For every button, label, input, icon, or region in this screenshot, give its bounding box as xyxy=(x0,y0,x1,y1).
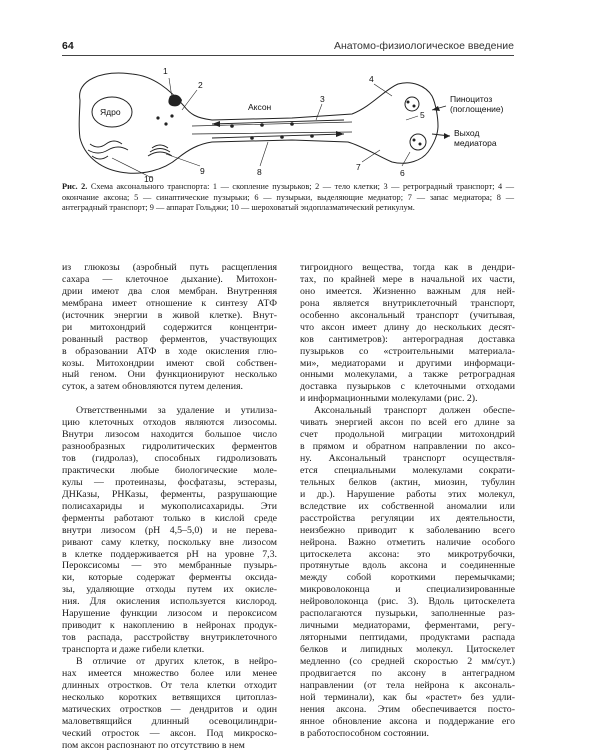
text-line: козы. Митохондрии имеют свой собствен- xyxy=(62,358,277,370)
text-line: сахара — клеточное дыхание). Митохон- xyxy=(62,274,277,286)
callout-2: 2 xyxy=(198,80,203,90)
text-line: кулы — протеиназы, фосфатазы, эстеразы, xyxy=(62,477,277,489)
text-line: в прямом и обратном направлении по аксо- xyxy=(300,441,515,453)
text-line: протянутые вдоль аксона и соединенные xyxy=(300,560,515,572)
callout-7: 7 xyxy=(356,162,361,172)
callout-8: 8 xyxy=(257,167,262,177)
text-line: онными молекулами, а также ретроградная xyxy=(300,369,515,381)
text-line: чивать энергией аксон по всей его длине за xyxy=(300,417,515,429)
text-line: что аксон имеет длину до нескольких десят- xyxy=(300,322,515,334)
text-line: неизбежно приводит к заболеванию всего xyxy=(300,525,515,537)
running-title: Анатомо-физиологическое введение xyxy=(334,40,514,52)
label-release-sub: медиатора xyxy=(454,138,497,148)
text-line: ривают саму клетку, поскольку вне лизосом xyxy=(62,537,277,549)
text-line: транспорта и даже гибели клетки. xyxy=(62,644,277,656)
caption-line: Схема аксонального транспорта: 1 — скопление пузырьков; 2 — тело клетки; 3 — ретроградный xyxy=(91,182,453,191)
synaptic-bouton-upper xyxy=(405,97,419,111)
callout-4: 4 xyxy=(369,74,374,84)
cell-body xyxy=(79,73,438,173)
text-line: Аксональный транспорт должен обеспе- xyxy=(300,405,515,417)
text-line: ется специальными молекулами сократи- xyxy=(300,465,515,477)
rough-er xyxy=(88,141,128,159)
left-column xyxy=(62,262,277,751)
text-line: ри митохондрий содержится концентри- xyxy=(62,322,277,334)
anterograde-arrow xyxy=(212,134,344,138)
text-line: счет продольной миграции митохондрий xyxy=(300,429,515,441)
callout-9: 9 xyxy=(200,166,205,176)
text-line: нах имеется множество более или менее xyxy=(62,668,277,680)
text-line: мембрана имеет отношение к синтезу АТФ xyxy=(62,298,277,310)
label-pinocytosis-sub: (поглощение) xyxy=(450,104,504,114)
text-line: в клетке поддерживается рН на уровне 7,3. xyxy=(62,549,277,561)
text-line: янное обновление аксона и поддержание его xyxy=(300,716,515,728)
text-line: ферменты работают только в кислой среде xyxy=(62,513,277,525)
text-line: в работоспособном состоянии. xyxy=(300,728,515,740)
text-line: тов распада, расстройству внутриклеточного xyxy=(62,632,277,644)
text-line: в образовании АТФ в ходе окисления глю- xyxy=(62,346,277,358)
text-line: микроволоконца и специализированные xyxy=(300,584,515,596)
text-line: ков сантиметров): антероградная доставка xyxy=(300,334,515,346)
header-rule xyxy=(62,55,514,56)
text-line: приводит к накоплению в нейронах продук- xyxy=(62,620,277,632)
caption-lead: Рис. 2. xyxy=(62,182,87,191)
text-line: ми», медиаторами и другими информаци- xyxy=(300,358,515,370)
text-line: направлении (от тела нейрона к аксональ- xyxy=(300,680,515,692)
page-number: 64 xyxy=(62,40,74,52)
caption-line: транспорт; 4 — окончание аксона; 5 — синаптические пузырьки; 6 — пузырьки, выделяющие медиатор; 7 — xyxy=(62,182,514,202)
text-line: белков и липидных молекул. Цитоскелет xyxy=(300,644,515,656)
retrograde-arrow xyxy=(212,120,344,124)
axonal-transport-figure xyxy=(62,62,520,184)
callout-10: 10 xyxy=(144,174,154,184)
text-line: нейроволоконца (рис. 3). Вдоль цитоскелета xyxy=(300,596,515,608)
text-line: цию клеточных отходов являются лизосомы. xyxy=(62,417,277,429)
figure-caption xyxy=(62,182,514,214)
text-line: (источник энергии в живой клетке). Внут- xyxy=(62,310,277,322)
text-line: В отличие от других клеток, в нейро- xyxy=(62,656,277,668)
text-line: доставка пузырьков с клеточными отходами xyxy=(300,381,515,393)
text-line: тов (гидролаз), способных гидролизовать xyxy=(62,453,277,465)
text-line: Нарушение функции лизосом и пероксисом xyxy=(62,608,277,620)
text-line: расстройства регуляции их деятельности, xyxy=(300,513,515,525)
caption-line: ретикулум. xyxy=(376,203,415,212)
text-line: разнообразных гидролитических ферментов xyxy=(62,441,277,453)
label-axon: Аксон xyxy=(248,102,272,112)
callout-6: 6 xyxy=(400,168,405,178)
callout-1: 1 xyxy=(163,66,168,76)
label-release: Выход xyxy=(454,128,479,138)
text-line: ный геном. Они функционируют несколько xyxy=(62,369,277,381)
text-line: личными медиаторами, ферментами, регу- xyxy=(300,620,515,632)
text-line: и др.). Нарушение работы этих молекул, xyxy=(300,489,515,501)
text-line: зы, удаляющие отходы путем их окисле- xyxy=(62,584,277,596)
text-line: пом аксон распознают по отсутствию в нем xyxy=(62,740,277,751)
text-line: рованный раствор ферментов, участвующих xyxy=(62,334,277,346)
text-line: тельных белков (актин, миозин, тубулин xyxy=(300,477,515,489)
text-line: несколько коротких ветвящихся цитоплаз- xyxy=(62,692,277,704)
text-line: ной терминали), как бы «растет» без удли- xyxy=(300,692,515,704)
label-nucleus: Ядро xyxy=(100,107,121,117)
text-line: ну. Аксональный транспорт осуществля- xyxy=(300,453,515,465)
text-line: ния. Для окисления используется кислород. xyxy=(62,596,277,608)
callout-5: 5 xyxy=(420,110,425,120)
text-line: длинных отростков. От тела клетки отходит xyxy=(62,680,277,692)
text-line: полисахариды и мукополисахариды. Эти xyxy=(62,501,277,513)
synaptic-bouton-lower xyxy=(410,134,426,150)
text-line: из глюкозы (аэробный путь расщепления xyxy=(62,262,277,274)
text-line: Ответственными за удаление и утилиза- xyxy=(62,405,277,417)
text-line: тигроидного вещества, тогда как в дендри- xyxy=(300,262,515,274)
running-header xyxy=(62,40,514,54)
text-line: ляторными пептидами, продуктами распада xyxy=(300,632,515,644)
text-line: нейрона. Важно отметить наличие особого xyxy=(300,537,515,549)
golgi-apparatus xyxy=(148,145,172,156)
text-line: практически любые биологические моле- xyxy=(62,465,277,477)
text-line: ДНКазы, РНКазы, ферменты, разрушающие xyxy=(62,489,277,501)
right-column xyxy=(300,262,515,740)
label-pinocytosis: Пиноцитоз xyxy=(450,94,492,104)
text-line: медленно (со средней скоростью 2 мм/сут.) xyxy=(300,656,515,668)
caption-line: запас медиатора; 8 — антеградный транспорт; 9 — аппарат Гольджи; 10 — шероховатый эндоплазматический xyxy=(62,193,514,213)
text-line: вследствие их собственной аномалии или xyxy=(300,501,515,513)
text-line: маловетвящийся длинный осевоцилиндри- xyxy=(62,716,277,728)
text-line: рона является внутриклеточный транспорт, xyxy=(300,298,515,310)
callout-3: 3 xyxy=(320,94,325,104)
text-line: суток, а затем обновляются путем деления. xyxy=(62,381,277,393)
text-line: внутри лизосом (рН 4,5–5,0) и не перева- xyxy=(62,525,277,537)
text-line: Внутри лизосом находится большое число xyxy=(62,429,277,441)
text-line: цитоскелета аксона: это микротрубочки, xyxy=(300,549,515,561)
text-line: нения аксона. Этим обеспечивается посто- xyxy=(300,704,515,716)
text-line: продвигается по аксону в антеградном xyxy=(300,668,515,680)
text-line: между собой короткими перемычками; xyxy=(300,572,515,584)
text-line: ческий отросток — аксон. Под микроско- xyxy=(62,728,277,740)
text-line: тах, по крайней мере в начальной их части, xyxy=(300,274,515,286)
text-line: матических отростков — дендритов и один xyxy=(62,704,277,716)
text-line: особенно аксональный транспорт (учитывая, xyxy=(300,310,515,322)
text-line: оно имеется. Жизненно важным для ней- xyxy=(300,286,515,298)
text-line: и информационными молекулами (рис. 2). xyxy=(300,393,515,405)
text-line: ки, которые содержат ферменты оксида- xyxy=(62,572,277,584)
text-line: дрии имеют два слоя мембран. Внутренняя xyxy=(62,286,277,298)
text-line: располагаются пузырьки, заполненные раз- xyxy=(300,608,515,620)
text-line: пузырьков со «строительными материала- xyxy=(300,346,515,358)
text-line: Пероксисомы — это мембранные пузырь- xyxy=(62,560,277,572)
